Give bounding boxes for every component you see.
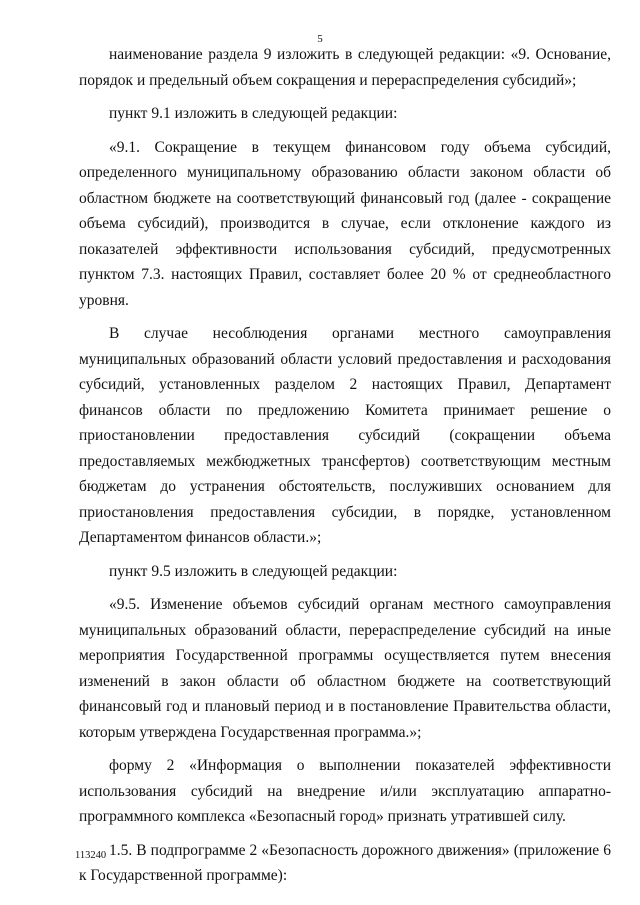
paragraph-subprogram-2: 1.5. В подпрограмме 2 «Безопасность дорожного движения» (приложение 6 к Государственной программе): [79,841,611,884]
paragraph-form-2: форму 2 «Информация о выполнении показателей эффективности использования субсидий на внедрение и/или эксплуатацию аппаратно-программного комплекса «Безопасный город» признать утратившей силу. [79,757,611,825]
document-body [79,42,611,889]
paragraph-item-9-5-intro: пункт 9.5 изложить в следующей редакции: [109,562,398,580]
paragraph-item-9-1-intro: пункт 9.1 изложить в следующей редакции: [109,105,398,122]
document-code: 113240 [75,850,107,861]
paragraph-suspension-rules: В случае несоблюдения органами местного самоуправления муниципальных образований области условий предоставления и расходования субсидий, установленных разделом 2 настоящих Правил, Департамент финансов области по предложению Комитета принимает решение о приостановлении предоставления субсидий (сокращении объема предоставляемых межбюджетных трансфертов) соответствующим местным бюджетам до устранения обстоятельств, послуживших основанием для приостановления предоставления субсидии, в порядке, установленном Департаментом финансов области.»; [79,325,611,546]
page-number: 5 [317,33,323,45]
paragraph-item-9-1-text: «9.1. Сокращение в текущем финансовом году объема субсидий, определенного муниципальному образованию области законом области об областном бюджете на соответствующий финансовый год (далее - сокращение объема субсидий), производится в случае, если отклонение каждого из показателей эффективности использования субсидий, предусмотренных пунктом 7.3. настоящих Правил, составляет более 20 % от среднеобластного уровня. [79,138,611,309]
paragraph-section-9-title: наименование раздела 9 изложить в следующей редакции: «9. Основание, порядок и предельный объем сокращения и перераспределения субсидий»; [79,46,611,89]
paragraph-item-9-5-text: «9.5. Изменение объемов субсидий органам местного самоуправления муниципальных образований области, перераспределение субсидий на иные мероприятия Государственной программы осуществляется путем внесения изменений в закон области об областном бюджете на соответствующий финансовый год и плановый период и в постановление Правительства области, которым утверждена Государственная программа.»; [79,596,611,741]
